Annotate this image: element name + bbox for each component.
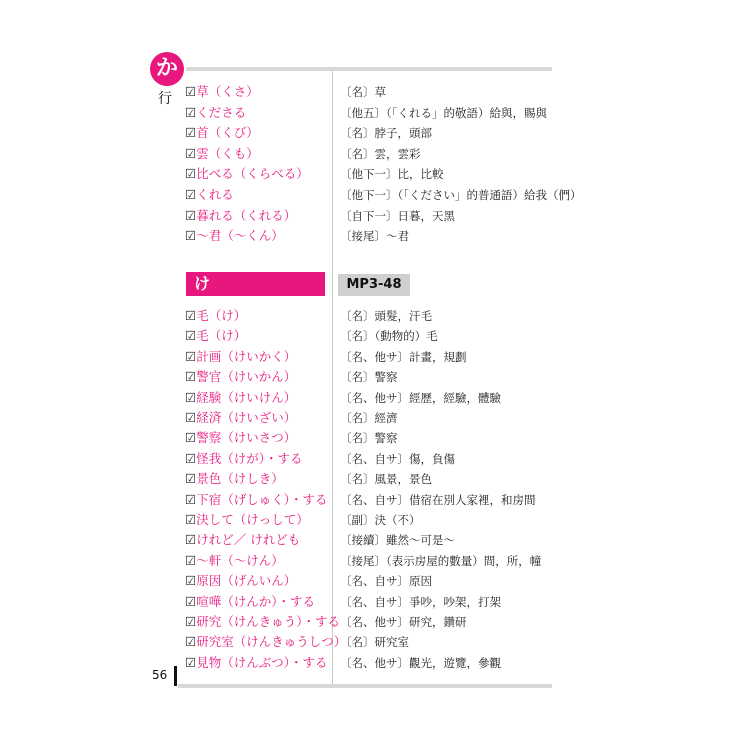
word-text: くださる (196, 104, 247, 120)
word-text: 喧嘩（けんか）・する (196, 593, 315, 609)
word-text: ～君（～くん） (196, 228, 284, 244)
entry-definition: 〔名〕警察 (340, 370, 398, 385)
word-text: 首（くび） (196, 125, 259, 141)
word-text: 決して（けっして） (196, 512, 309, 527)
entry-word (185, 123, 259, 143)
entry-definition: 〔名、自サ〕爭吵，吵架，打架 (340, 594, 501, 609)
entry-word (185, 103, 246, 123)
entry-definition: 〔名、自サ〕傷，負傷 (340, 451, 455, 466)
entry-word (185, 469, 284, 489)
entry-definition: 〔名〕草 (340, 85, 386, 99)
entry-definition: 〔名〕警察 (340, 431, 398, 446)
entry-word (185, 510, 309, 530)
entry-word (185, 632, 346, 652)
entry-definition: 〔自下一〕日暮，天黑 (340, 208, 455, 223)
entry-definition: 〔接續〕雖然～可是～ (340, 533, 455, 548)
entry-word (185, 571, 296, 591)
entry-word (185, 530, 300, 550)
word-text: 研究（けんきゅう）・する (196, 614, 340, 629)
column-divider (332, 71, 333, 684)
entry-definition: 〔名〕經濟 (340, 411, 398, 425)
entry-word (185, 408, 296, 428)
word-text: けれど／ けれども (196, 532, 301, 548)
checkbox-icon: ☑ (185, 512, 197, 527)
word-text: 研究室（けんきゅうしつ） (196, 634, 347, 650)
entry-word (185, 144, 259, 164)
entry-definition: 〔他五〕（「くれる」的敬語）給與，賜與 (340, 105, 547, 120)
entry-word (185, 449, 302, 469)
checkbox-icon: ☑ (185, 654, 197, 670)
checkbox-icon: ☑ (185, 573, 197, 589)
entry-word (185, 164, 309, 184)
word-text: 怪我（けが）・する (196, 450, 303, 466)
checkbox-icon: ☑ (185, 166, 197, 182)
entry-word (185, 367, 296, 387)
checkbox-icon: ☑ (185, 84, 197, 99)
entry-definition: 〔名、自サ〕原因 (340, 574, 432, 589)
entry-definition: 〔名、他サ〕計畫，規劃 (340, 349, 467, 364)
checkbox-icon: ☑ (185, 471, 197, 487)
checkbox-icon: ☑ (185, 308, 197, 323)
checkbox-icon: ☑ (185, 614, 197, 629)
word-text: 雲（くも） (196, 145, 259, 161)
checkbox-icon: ☑ (185, 228, 197, 244)
word-text: 暮れる（くれる） (196, 207, 297, 223)
entry-definition: 〔名〕頭髮，汗毛 (340, 309, 432, 323)
entry-word (185, 653, 327, 673)
entry-word (185, 428, 296, 448)
entry-definition: 〔他下一〕（「ください」的普通語）給我（們） (340, 188, 582, 202)
checkbox-icon: ☑ (185, 410, 197, 425)
checkbox-icon: ☑ (185, 328, 197, 344)
entry-definition: 〔接尾〕（表示房屋的數量）間，所，幢 (340, 553, 542, 568)
checkbox-icon: ☑ (185, 104, 197, 120)
word-text: 草（くさ） (196, 84, 259, 99)
bottom-rule (178, 684, 552, 688)
audio-track-label: MP3-48 (338, 274, 410, 296)
checkbox-icon: ☑ (185, 430, 197, 446)
checkbox-icon: ☑ (185, 552, 197, 568)
word-text: 警官（けいかん） (196, 369, 297, 385)
checkbox-icon: ☑ (185, 450, 197, 466)
checkbox-icon: ☑ (185, 145, 197, 161)
entry-definition: 〔名、他サ〕經歷，經驗，體驗 (340, 390, 501, 405)
entry-definition: 〔名、他サ〕研究，鑽研 (340, 615, 467, 629)
entry-definition: 〔名〕研究室 (340, 635, 409, 650)
entry-word (185, 82, 259, 102)
word-text: 毛（け） (196, 328, 247, 344)
page-number: 56 (152, 668, 168, 682)
entry-word (185, 551, 284, 571)
word-text: 景色（けしき） (196, 471, 284, 487)
entry-definition: 〔副〕決（不） (340, 513, 421, 527)
word-text: 計画（けいかく） (196, 348, 297, 364)
top-rule (186, 67, 552, 71)
entry-definition: 〔名、他サ〕觀光，遊覽，參觀 (340, 655, 501, 670)
checkbox-icon: ☑ (185, 125, 197, 141)
checkbox-icon: ☑ (185, 187, 197, 202)
entry-definition: 〔名〕風景，景色 (340, 472, 432, 487)
section-heading: け (186, 272, 325, 296)
entry-word (185, 226, 284, 246)
entry-word (185, 388, 296, 408)
entry-word (185, 347, 296, 367)
checkbox-icon: ☑ (185, 348, 197, 364)
kana-row-label: 行 (158, 91, 172, 107)
entry-word (185, 206, 296, 226)
word-text: 比べる（くらべる） (196, 166, 309, 182)
word-text: 下宿（げしゅく）・する (196, 491, 328, 507)
entry-word (185, 592, 315, 612)
word-text: 見物（けんぶつ）・する (196, 654, 328, 670)
kana-badge: か (150, 52, 184, 86)
entry-definition: 〔接尾〕～君 (340, 229, 409, 244)
word-text: 毛（け） (196, 308, 247, 323)
word-text: 経験（けいけん） (196, 389, 297, 405)
entry-word (185, 185, 234, 205)
entry-word (185, 326, 246, 346)
word-text: 原因（げんいん） (196, 573, 297, 589)
entry-definition: 〔名〕雲，雲彩 (340, 146, 421, 161)
checkbox-icon: ☑ (185, 593, 197, 609)
entry-word (185, 612, 340, 632)
checkbox-icon: ☑ (185, 532, 197, 548)
entry-definition: 〔名〕脖子，頭部 (340, 126, 432, 141)
checkbox-icon: ☑ (185, 207, 197, 223)
checkbox-icon: ☑ (185, 389, 197, 405)
checkbox-icon: ☑ (185, 634, 197, 650)
entry-definition: 〔名、自サ〕借宿在別人家裡，和房間 (340, 492, 536, 507)
checkbox-icon: ☑ (185, 369, 197, 385)
word-text: 経済（けいざい） (196, 410, 297, 425)
entry-definition: 〔名〕（動物的）毛 (340, 329, 438, 344)
page-marker (174, 666, 177, 686)
entry-definition: 〔他下一〕比，比較 (340, 167, 444, 182)
word-text: くれる (196, 187, 234, 202)
word-text: ～軒（～けん） (196, 552, 284, 568)
word-text: 警察（けいさつ） (196, 430, 297, 446)
entry-word (185, 490, 327, 510)
entry-word (185, 306, 246, 326)
checkbox-icon: ☑ (185, 491, 197, 507)
